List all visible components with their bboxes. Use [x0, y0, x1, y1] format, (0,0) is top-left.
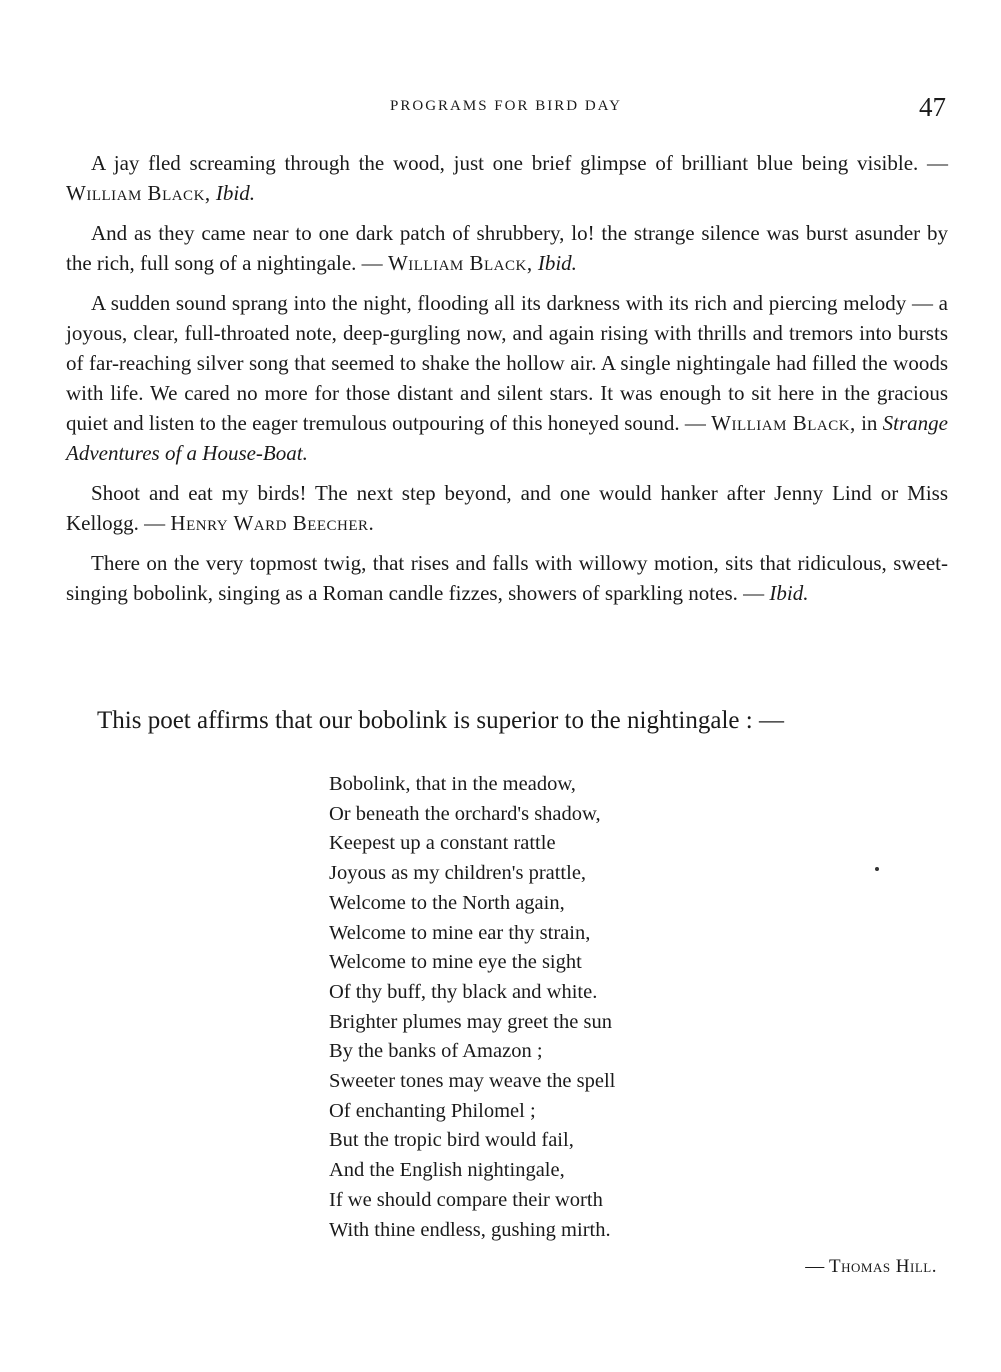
poem-line: Welcome to the North again,	[329, 891, 565, 914]
quotation-text: A jay fled screaming through the wood, just one brief glimpse of brilliant blue being visible. —	[91, 151, 948, 175]
poem-line: Of enchanting Philomel ;	[329, 1099, 536, 1122]
quotation-text: And as they came near to one dark patch of shrubbery, lo! the strange silence was burst asunder by the rich, full song of a nightingale. —	[66, 221, 948, 275]
poem-line: Brighter plumes may greet the sun	[329, 1010, 612, 1033]
quotation-paragraph	[66, 288, 948, 468]
poem-line: Joyous as my children's prattle,	[329, 862, 587, 885]
page-number: 47	[919, 92, 946, 122]
poem-line: With thine endless, gushing mirth.	[329, 1218, 611, 1241]
poem-line: By the banks of Amazon ;	[329, 1040, 543, 1063]
quotation-source: Ibid.	[769, 581, 809, 605]
quotation-paragraph	[66, 218, 948, 278]
poem-line: Keepest up a constant rattle	[329, 832, 556, 855]
poem-line: Welcome to mine eye the sight	[329, 951, 582, 974]
poem-line: But the tropic bird would fail,	[329, 1129, 574, 1152]
quotation-paragraph	[66, 548, 948, 608]
poem-line: Of thy buff, thy black and white.	[329, 980, 598, 1003]
attribution-dash: —	[805, 1256, 829, 1277]
poem-line: Bobolink, that in the meadow,	[329, 773, 576, 795]
print-speck	[875, 867, 879, 871]
attribution-name: Thomas Hill.	[829, 1256, 937, 1277]
quotation-text: Shoot and eat my birds! The next step beyond, and one would hanker after Jenny Lind or Miss Kellogg. —	[66, 481, 948, 535]
poem-line: If we should compare their worth	[329, 1188, 603, 1211]
quotation-paragraph	[66, 148, 948, 208]
poem-attribution	[805, 1253, 937, 1281]
quotation-author: William Black,	[711, 411, 856, 435]
poem-intro-line: This poet affirms that our bobolink is superior to the nightingale : —	[97, 707, 784, 734]
quotation-connector: in	[855, 411, 883, 435]
quotation-list	[66, 148, 948, 618]
running-head	[66, 92, 946, 126]
quotation-text: A sudden sound sprang into the night, flooding all its darkness with its rich and piercing melody — a joyous, clear, full-throated note, deep-gurgling now, and again rising with thrills and tremors into bursts of far-reaching silver song that seemed to shake the hollow air. A single nightingale had filled the woods with life. We cared no more for those distant and silent stars. It was enough to sit here in the gracious quiet and listen to the eager tremulous outpouring of this honeyed sound. —	[66, 291, 948, 435]
quotation-paragraph	[66, 478, 948, 538]
quotation-author: Henry Ward Beecher.	[170, 511, 375, 535]
quotation-source: Strange Adventures of a House-Boat.	[66, 411, 948, 465]
quotation-text: There on the very topmost twig, that rises and falls with willowy motion, sits that ridiculous, sweet-singing bobolink, singing as a Roman candle fizzes, showers of sparkling notes. —	[66, 551, 948, 605]
poem-line: Welcome to mine ear thy strain,	[329, 921, 591, 944]
quotation-author: William Black,	[387, 251, 533, 275]
poem-line: Or beneath the orchard's shadow,	[329, 802, 601, 825]
running-title: PROGRAMS FOR BIRD DAY	[390, 98, 622, 114]
quotation-source: Ibid.	[537, 251, 577, 275]
poem	[329, 770, 749, 1245]
poem-line: Sweeter tones may weave the spell	[329, 1070, 616, 1093]
poem-line: And the English nightingale,	[329, 1159, 565, 1182]
quotation-source: Ibid.	[215, 181, 255, 205]
quotation-author: William Black,	[66, 181, 211, 205]
